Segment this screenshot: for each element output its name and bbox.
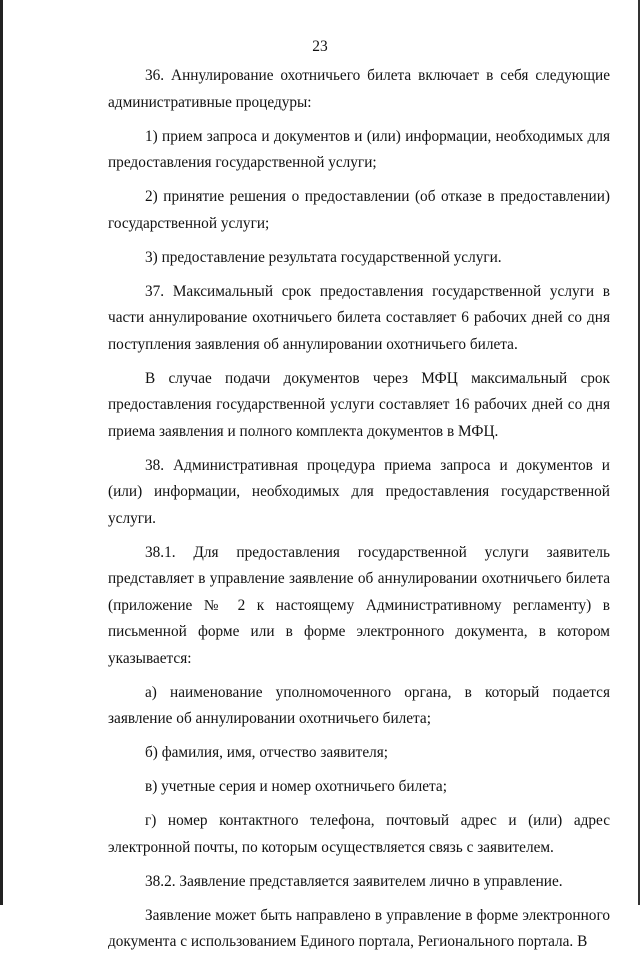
list-item-3: 3) предоставление результата государственной услуги.	[145, 248, 502, 266]
scan-edge-left	[0, 0, 3, 905]
paragraph-38: 38. Административная процедура приема запроса и документов и (или) информации, необходимых для предоставления государственной услуги.	[108, 456, 610, 527]
paragraph-electronic: Заявление может быть направлено в управление в форме электронного документа с использованием Единого портала, Регионального портала. В	[108, 906, 610, 950]
paragraph-36: 36. Аннулирование охотничьего билета включает в себя следующие административные процедуры:	[108, 67, 610, 111]
document-body	[108, 63, 610, 963]
list-item-a: а) наименование уполномоченного органа, в который подается заявление об аннулировании охотничьего билета;	[108, 683, 610, 727]
paragraph-37: 37. Максимальный срок предоставления государственной услуги в части аннулирование охотничьего билета составляет 6 рабочих дней со дня поступления заявления об аннулировании охотничьего билета.	[108, 282, 610, 353]
list-item-g: г) номер контактного телефона, почтовый адрес и (или) адрес электронной почты, по которым осуществляется связь с заявителем.	[108, 812, 610, 856]
paragraph-mfc: В случае подачи документов через МФЦ максимальный срок предоставления государственной услуги составляет 16 рабочих дней со дня приема заявления и полного комплекта документов в МФЦ.	[108, 369, 610, 440]
paragraph-38-1: 38.1. Для предоставления государственной услуги заявитель представляет в управление заявление об аннулировании охотничьего билета (приложение № 2 к настоящему Административному регламенту) в письменной форме или в форме электронного документа, в котором указывается:	[108, 543, 610, 667]
list-item-1: 1) прием запроса и документов и (или) информации, необходимых для предоставления государственной услуги;	[108, 127, 610, 171]
list-item-v: в) учетные серия и номер охотничьего билета;	[145, 778, 447, 795]
list-item-b: б) фамилия, имя, отчество заявителя;	[145, 744, 389, 761]
list-item-2: 2) принятие решения о предоставлении (об отказе в предоставлении) государственной услуги;	[108, 188, 610, 232]
page-number: 23	[312, 38, 328, 55]
paragraph-38-2: 38.2. Заявление представляется заявителем лично в управление.	[145, 872, 563, 890]
